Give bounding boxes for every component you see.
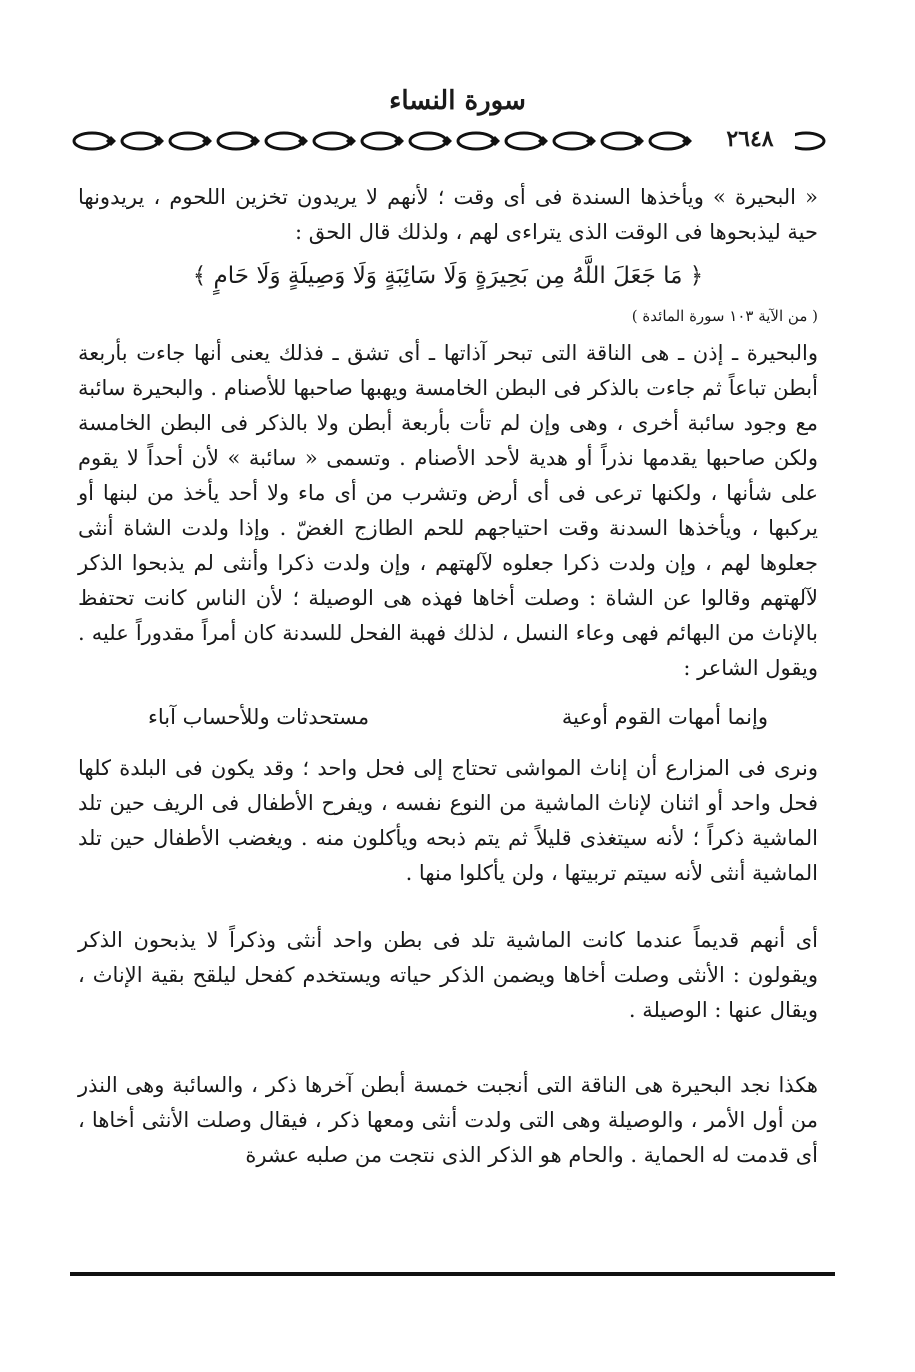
- surah-title: سورة النساء: [389, 86, 526, 116]
- poetry-verse: [78, 700, 818, 735]
- paragraph-3: ونرى فى المزارع أن إناث المواشى تحتاج إلى فحل واحد ؛ وقد يكون فى البلدة كلها فحل واحد أو اثنان لإناث الماشية من النوع نفسه ، ويفرح الأطفال فى الريف حين تلد الماشية ذكراً ؛ لأنه سيتغذى قليلاً ثم يتم ذبحه ويأكلون منه . ويغضب الأطفال حين تلد الماشية أنثى لأنه سيتم تربيتها ، ولن يأكلوا منها .: [78, 756, 818, 885]
- paragraph-4: أى أنهم قديماً عندما كانت الماشية تلد فى بطن واحد أنثى وذكراً لا يذبحون الذكر ويقولون : الأنثى وصلت أخاها ويضمن الذكر حياته ويستخدم كفحل ليلقح بقية الإناث ، ويقال عنها : الوصيلة .: [78, 928, 818, 1022]
- verse-second-hemistich: مستحدثات وللأحساب آباء: [148, 705, 370, 729]
- quran-verse: ﴿ مَا جَعَلَ اللَّهُ مِن بَحِيرَةٍ وَلَا سَائِبَةٍ وَلَا وَصِيلَةٍ وَلَا حَامٍ ﴾: [192, 263, 704, 289]
- verse-citation: ( من الآية ١٠٣ سورة المائدة ): [631, 307, 818, 325]
- paragraph-5: هكذا نجد البحيرة هى الناقة التى أنجبت خمسة أبطن آخرها ذكر ، والسائبة وهى النذر من أول الأمر ، والوصيلة وهى التى ولدت أنثى ومعها ذكر ، فيقال وصلت الأنثى أخاها ، أى قدمت له الحماية . والحام هو الذكر الذى نتجت من صلبه عشرة: [78, 1073, 818, 1167]
- page-number: ٢٦٤٨: [705, 124, 795, 154]
- paragraph-2: والبحيرة ـ إذن ـ هى الناقة التى تبحر آذاتها ـ أى تشق ـ فذلك يعنى أنها جاءت بأربعة أبطن تباعاً ثم جاءت بالذكر فى البطن الخامسة ويهبها صاحبها للأصنام . والبحيرة سائبة مع وجود سائبة أخرى ، وهى وإن لم تأت بأربعة أبطن ولا بالذكر فى البطن الخامسة ولكن صاحبها يقدمها نذراً أو هدية لأحد الأصنام . وتسمى « سائبة » لأن أحداً لا يقوم على شأنها ، ولكنها ترعى فى أى أرض وتشرب من أى ماء ولا أحد يأخذ من لبنها أو يركبها ، ويأخذها السدنة وقت احتياجهم للحم الطازج الغضّ . وإذا ولدت الشاة أنثى جعلوها لهم ، وإن ولدت ذكرا جعلوه لآلهتهم ، وإن ولدت ذكرا وأنثى لم يذبحوا الذكر لآلهتهم وقالوا عن الشاة : وصلت أخاها فهذه هى الوصيلة ؛ لأن الناس كانت تحتفظ بالإناث من البهائم فهى وعاء النسل ، لذلك فهبة الفحل للسدنة كان أمراً مقدوراً عليه . ويقول الشاعر :: [78, 341, 819, 680]
- footer-rule: [70, 1272, 835, 1276]
- paragraph-1: « البحيرة » ويأخذها السندة فى أى وقت ؛ لأنهم لا يريدون تخزين اللحوم ، يريدونها حية ليذبحوها فى الوقت الذى يتراءى لهم ، ولذلك قال الحق :: [78, 185, 818, 244]
- verse-first-hemistich: وإنما أمهات القوم أوعية: [561, 705, 768, 729]
- page-body: [78, 180, 818, 1173]
